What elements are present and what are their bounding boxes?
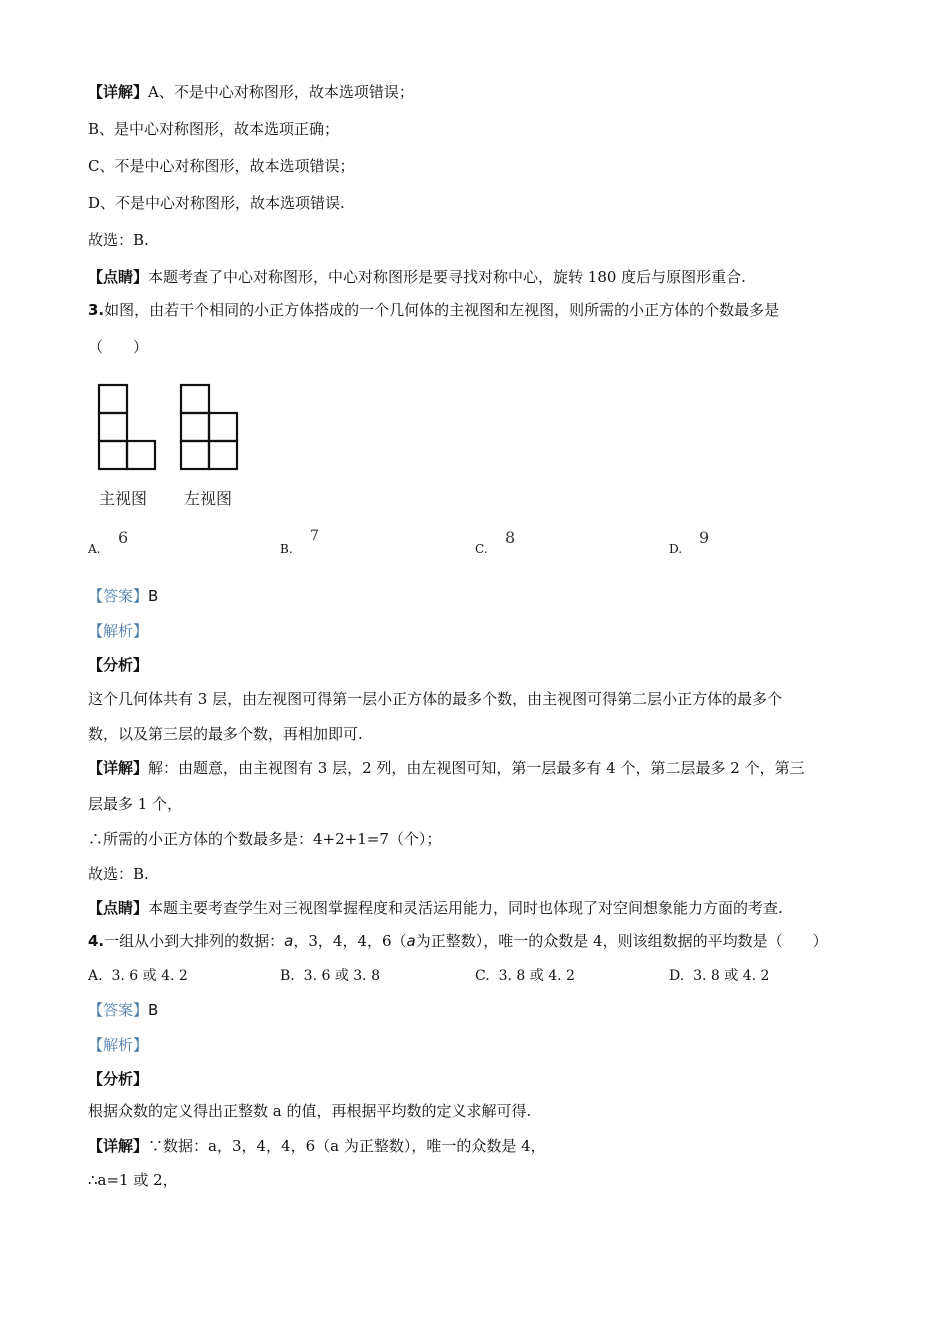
front-view-cube: [99, 441, 127, 469]
detail-line-c: C、不是中心对称图形，故本选项错误；: [88, 157, 355, 175]
comment-tag: 【点睛】: [88, 268, 149, 286]
left-view-cube: [209, 441, 237, 469]
detail-tag: 【详解】: [88, 83, 149, 101]
option-letter: C.: [475, 542, 488, 556]
detail-text: ∵数据：a，3，4，4，6（a 为正整数），唯一的众数是 4，: [148, 1137, 546, 1155]
q4-analysis-tag: 【解析】: [88, 1036, 149, 1054]
three-view-figure: [90, 378, 250, 478]
option-letter: B.: [280, 542, 293, 556]
left-view-cube: [181, 441, 209, 469]
front-view-label: 主视图: [99, 489, 148, 508]
option-value: 9: [699, 528, 710, 547]
left-view-cube: [209, 413, 237, 441]
q3-detail-line-3: ∴所需的小正方体的个数最多是：4+2+1=7（个）；: [88, 830, 442, 848]
option-letter: D.: [669, 542, 683, 556]
q4-text-c: 为正整数），唯一的众数是 4，则该组数据的平均数是（ ）: [415, 932, 828, 950]
q4-option-c[interactable]: [475, 966, 575, 986]
option-value: 3. 8 或 4. 2: [693, 968, 770, 984]
q3-text: 如图，由若干个相同的小正方体搭成的一个几何体的主视图和左视图，则所需的小正方体的个数最多是: [104, 301, 780, 319]
comment-text: 本题主要考查学生对三视图掌握程度和灵活运用能力，同时也体现了对空间想象能力方面的考查.: [148, 899, 783, 917]
front-view-cube: [99, 385, 127, 413]
detail-text: 解：由题意，由主视图有 3 层，2 列，由左视图可知，第一层最多有 4 个，第二层最多 2 个，第三: [148, 759, 805, 777]
comment-tag: 【点睛】: [88, 899, 149, 917]
q4-var-b: a: [406, 932, 416, 950]
option-letter: D.: [669, 968, 685, 984]
option-value: 3. 6 或 3. 8: [303, 968, 380, 984]
answer-tag: 【答案】: [88, 587, 149, 605]
q4-text-a: 一组从小到大排列的数据：: [104, 932, 285, 950]
q3-detail-line-2: 层最多 1 个，: [88, 795, 183, 813]
q4-option-d[interactable]: [669, 966, 769, 986]
q4-answer: [88, 1000, 158, 1020]
comment-text: 本题考查了中心对称图形，中心对称图形是要寻找对称中心，旋转 180 度后与原图形重合.: [148, 268, 746, 286]
option-letter: A.: [88, 968, 103, 984]
option-value: 7: [310, 528, 319, 544]
left-view-cube: [181, 385, 209, 413]
q4-fenxi-tag: 【分析】: [88, 1070, 149, 1088]
q3-detail-line-4: 故选：B.: [88, 865, 149, 883]
q3-analysis-tag: 【解析】: [88, 622, 149, 640]
choose-line: 故选：B.: [88, 231, 149, 249]
detail-line-d: D、不是中心对称图形，故本选项错误.: [88, 194, 345, 212]
detail-tag: 【详解】: [88, 1137, 149, 1155]
detail-line-a: [88, 82, 414, 102]
q3-fenxi-line-2: 数，以及第三层的最多个数，再相加即可.: [88, 725, 363, 743]
front-view-cube: [99, 413, 127, 441]
q4-option-a[interactable]: [88, 966, 188, 986]
option-letter: A.: [88, 542, 101, 556]
left-view-cube: [181, 413, 209, 441]
q4-var-a: a: [284, 932, 294, 950]
front-view-cube: [127, 441, 155, 469]
answer-value: B: [148, 1001, 159, 1019]
q3-fenxi-line-1: 这个几何体共有 3 层，由左视图可得第一层小正方体的最多个数，由主视图可得第二层小正方体的最多个: [88, 690, 783, 708]
option-value: 3. 8 或 4. 2: [498, 968, 575, 984]
q3-blank: （ ）: [88, 338, 149, 356]
detail-tag: 【详解】: [88, 759, 149, 777]
q3-comment: [88, 898, 783, 918]
q3-detail-line-1: [88, 758, 805, 778]
detail-line-b: B、是中心对称图形，故本选项正确；: [88, 120, 340, 138]
answer-tag: 【答案】: [88, 1001, 149, 1019]
answer-value: B: [148, 587, 159, 605]
q3-stem: [88, 300, 779, 320]
comment-line: [88, 267, 746, 287]
left-view-label: 左视图: [184, 489, 233, 508]
q4-detail-line-2: ∴a=1 或 2，: [88, 1171, 178, 1189]
option-letter: C.: [475, 968, 490, 984]
option-value: 3. 6 或 4. 2: [111, 968, 188, 984]
q4-number: 4.: [88, 932, 105, 950]
q3-number: 3.: [88, 301, 105, 319]
option-value: 8: [505, 528, 516, 547]
q4-detail-line-1: [88, 1136, 546, 1156]
q4-stem: [88, 931, 828, 951]
q4-option-b[interactable]: [280, 966, 380, 986]
option-value: 6: [118, 528, 129, 547]
q3-answer: [88, 586, 158, 606]
detail-text: A、不是中心对称图形，故本选项错误；: [148, 83, 414, 101]
option-letter: B.: [280, 968, 295, 984]
q3-fenxi-tag: 【分析】: [88, 656, 149, 674]
q4-text-b: ，3，4，4，6（: [293, 932, 407, 950]
q4-fenxi-line-1: 根据众数的定义得出正整数 a 的值，再根据平均数的定义求解可得.: [88, 1102, 532, 1120]
